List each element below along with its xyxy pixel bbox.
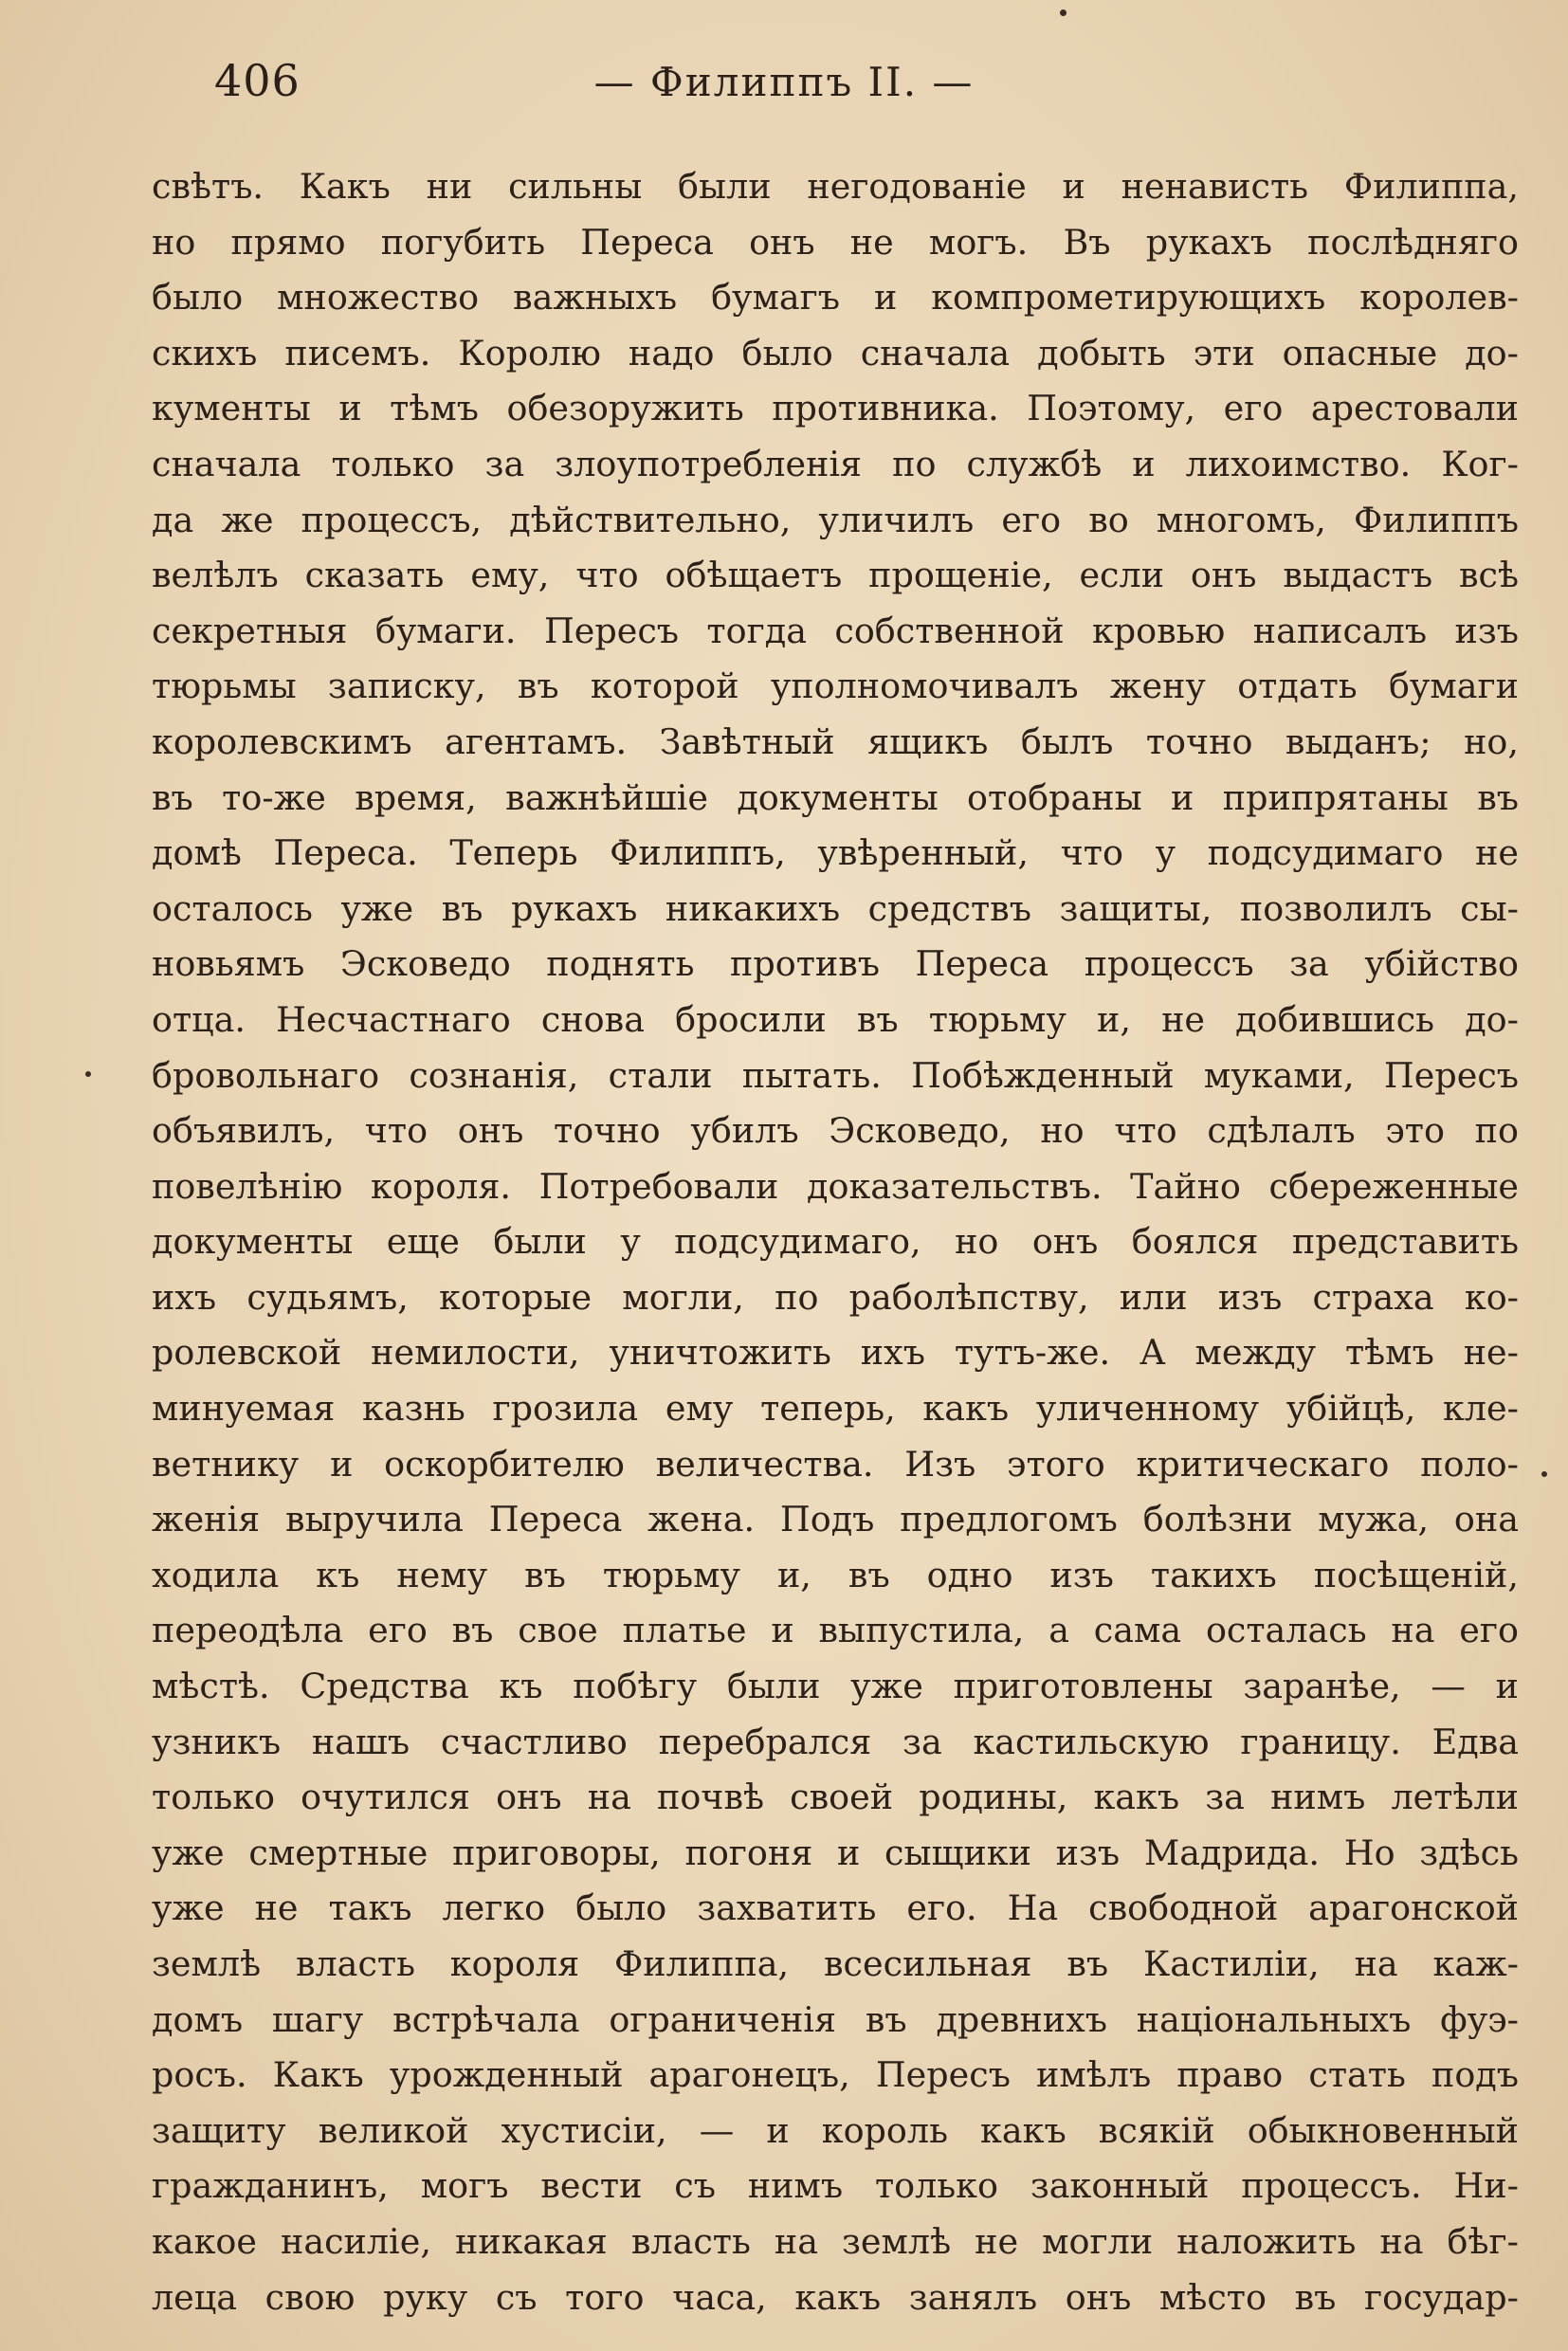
text-line: узникъ нашъ счастливо перебрался за кастильскую границу. Едва — [152, 1721, 1519, 1762]
text-line: мѣстѣ. Средства къ побѣгу были уже приготовлены заранѣе, — и — [152, 1666, 1519, 1707]
text-line: ролевской немилости, уничтожить ихъ тутъ-же. А между тѣмъ не- — [152, 1332, 1519, 1374]
text-line: ходила къ нему въ тюрьму и, въ одно изъ такихъ посѣщеній, — [152, 1554, 1519, 1595]
text-line: королевскимъ агентамъ. Завѣтный ящикъ былъ точно выданъ; но, — [152, 720, 1519, 762]
text-line: минуемая казнь грозила ему теперь, какъ уличенному убійцѣ, кле- — [152, 1388, 1519, 1430]
text-line: отца. Несчастнаго снова бросили въ тюрьму и, не добившись до- — [152, 998, 1519, 1040]
text-line: ветнику и оскорбителю величества. Изъ этого критическаго поло- — [152, 1443, 1519, 1485]
text-line: кументы и тѣмъ обезоружить противника. Поэтому, его арестовали — [152, 388, 1519, 429]
text-line: какое насиліе, никакая власть на землѣ не могли наложить на бѣг- — [152, 2220, 1519, 2262]
paper-speck — [1541, 1471, 1547, 1477]
text-line: женія выручила Переса жена. Подъ предлогомъ болѣзни мужа, она — [152, 1499, 1519, 1540]
running-head: — Филиппъ II. — — [593, 59, 975, 105]
text-line: землѣ власть короля Филиппа, всесильная въ Кастиліи, на каж- — [152, 1943, 1519, 1984]
text-line: уже не такъ легко было захватить его. На свободной арагонской — [152, 1887, 1519, 1929]
text-line: тюрьмы записку, въ которой уполномочивалъ жену отдать бумаги — [152, 665, 1519, 707]
text-line: леца свою руку съ того часа, какъ занялъ онъ мѣсто въ государ- — [152, 2276, 1519, 2318]
body-text — [152, 159, 1519, 2325]
text-line: домѣ Переса. Теперь Филиппъ, увѣренный, что у подсудимаго не — [152, 832, 1519, 874]
text-line: свѣтъ. Какъ ни сильны были негодованіе и ненависть Филиппа, — [152, 166, 1519, 207]
text-line: скихъ писемъ. Королю надо было сначала добыть эти опасные до- — [152, 332, 1519, 374]
text-line: да же процессъ, дѣйствительно, уличилъ его во многомъ, Филиппъ — [152, 499, 1519, 540]
text-line: новьямъ Эсковедо поднять противъ Переса процессъ за убійство — [152, 943, 1519, 985]
paper-speck — [1060, 9, 1067, 16]
text-line: объявилъ, что онъ точно убилъ Эсковедо, но что сдѣлалъ это по — [152, 1110, 1519, 1152]
text-line: документы еще были у подсудимаго, но онъ боялся представить — [152, 1221, 1519, 1263]
text-line: гражданинъ, могъ вести съ нимъ только законный процессъ. Ни- — [152, 2165, 1519, 2207]
text-line: защиту великой хустисіи, — и король какъ всякій обыкновенный — [152, 2109, 1519, 2151]
text-line: бровольнаго сознанія, стали пытать. Побѣжденный муками, Пересъ — [152, 1054, 1519, 1096]
text-line: но прямо погубить Переса онъ не могъ. Въ рукахъ послѣдняго — [152, 221, 1519, 263]
text-line: ихъ судьямъ, которые могли, по раболѣпству, или изъ страха ко- — [152, 1276, 1519, 1318]
paper-speck — [85, 1071, 91, 1077]
text-line: уже смертные приговоры, погоня и сыщики изъ Мадрида. Но здѣсь — [152, 1832, 1519, 1873]
text-line: было множество важныхъ бумагъ и компрометирующихъ королев- — [152, 277, 1519, 319]
text-line: осталось уже въ рукахъ никакихъ средствъ защиты, позволилъ сы- — [152, 887, 1519, 929]
text-line: велѣлъ сказать ему, что обѣщаетъ прощеніе, если онъ выдастъ всѣ — [152, 555, 1519, 596]
text-line: росъ. Какъ урожденный арагонецъ, Пересъ имѣлъ право стать подъ — [152, 2054, 1519, 2096]
text-line: секретныя бумаги. Пересъ тогда собственной кровью написалъ изъ — [152, 610, 1519, 651]
text-line: переодѣла его въ свое платье и выпустила, а сама осталась на его — [152, 1610, 1519, 1651]
text-line: домъ шагу встрѣчала ограниченія въ древнихъ національныхъ фуэ- — [152, 1998, 1519, 2040]
page-number: 406 — [214, 55, 301, 106]
text-line: повелѣнію короля. Потребовали доказательствъ. Тайно сбереженные — [152, 1165, 1519, 1207]
text-line: въ то-же время, важнѣйшіе документы отобраны и припрятаны въ — [152, 776, 1519, 818]
text-line: только очутился онъ на почвѣ своей родины, какъ за нимъ летѣли — [152, 1777, 1519, 1818]
text-line: сначала только за злоупотребленія по службѣ и лихоимство. Ког- — [152, 443, 1519, 484]
